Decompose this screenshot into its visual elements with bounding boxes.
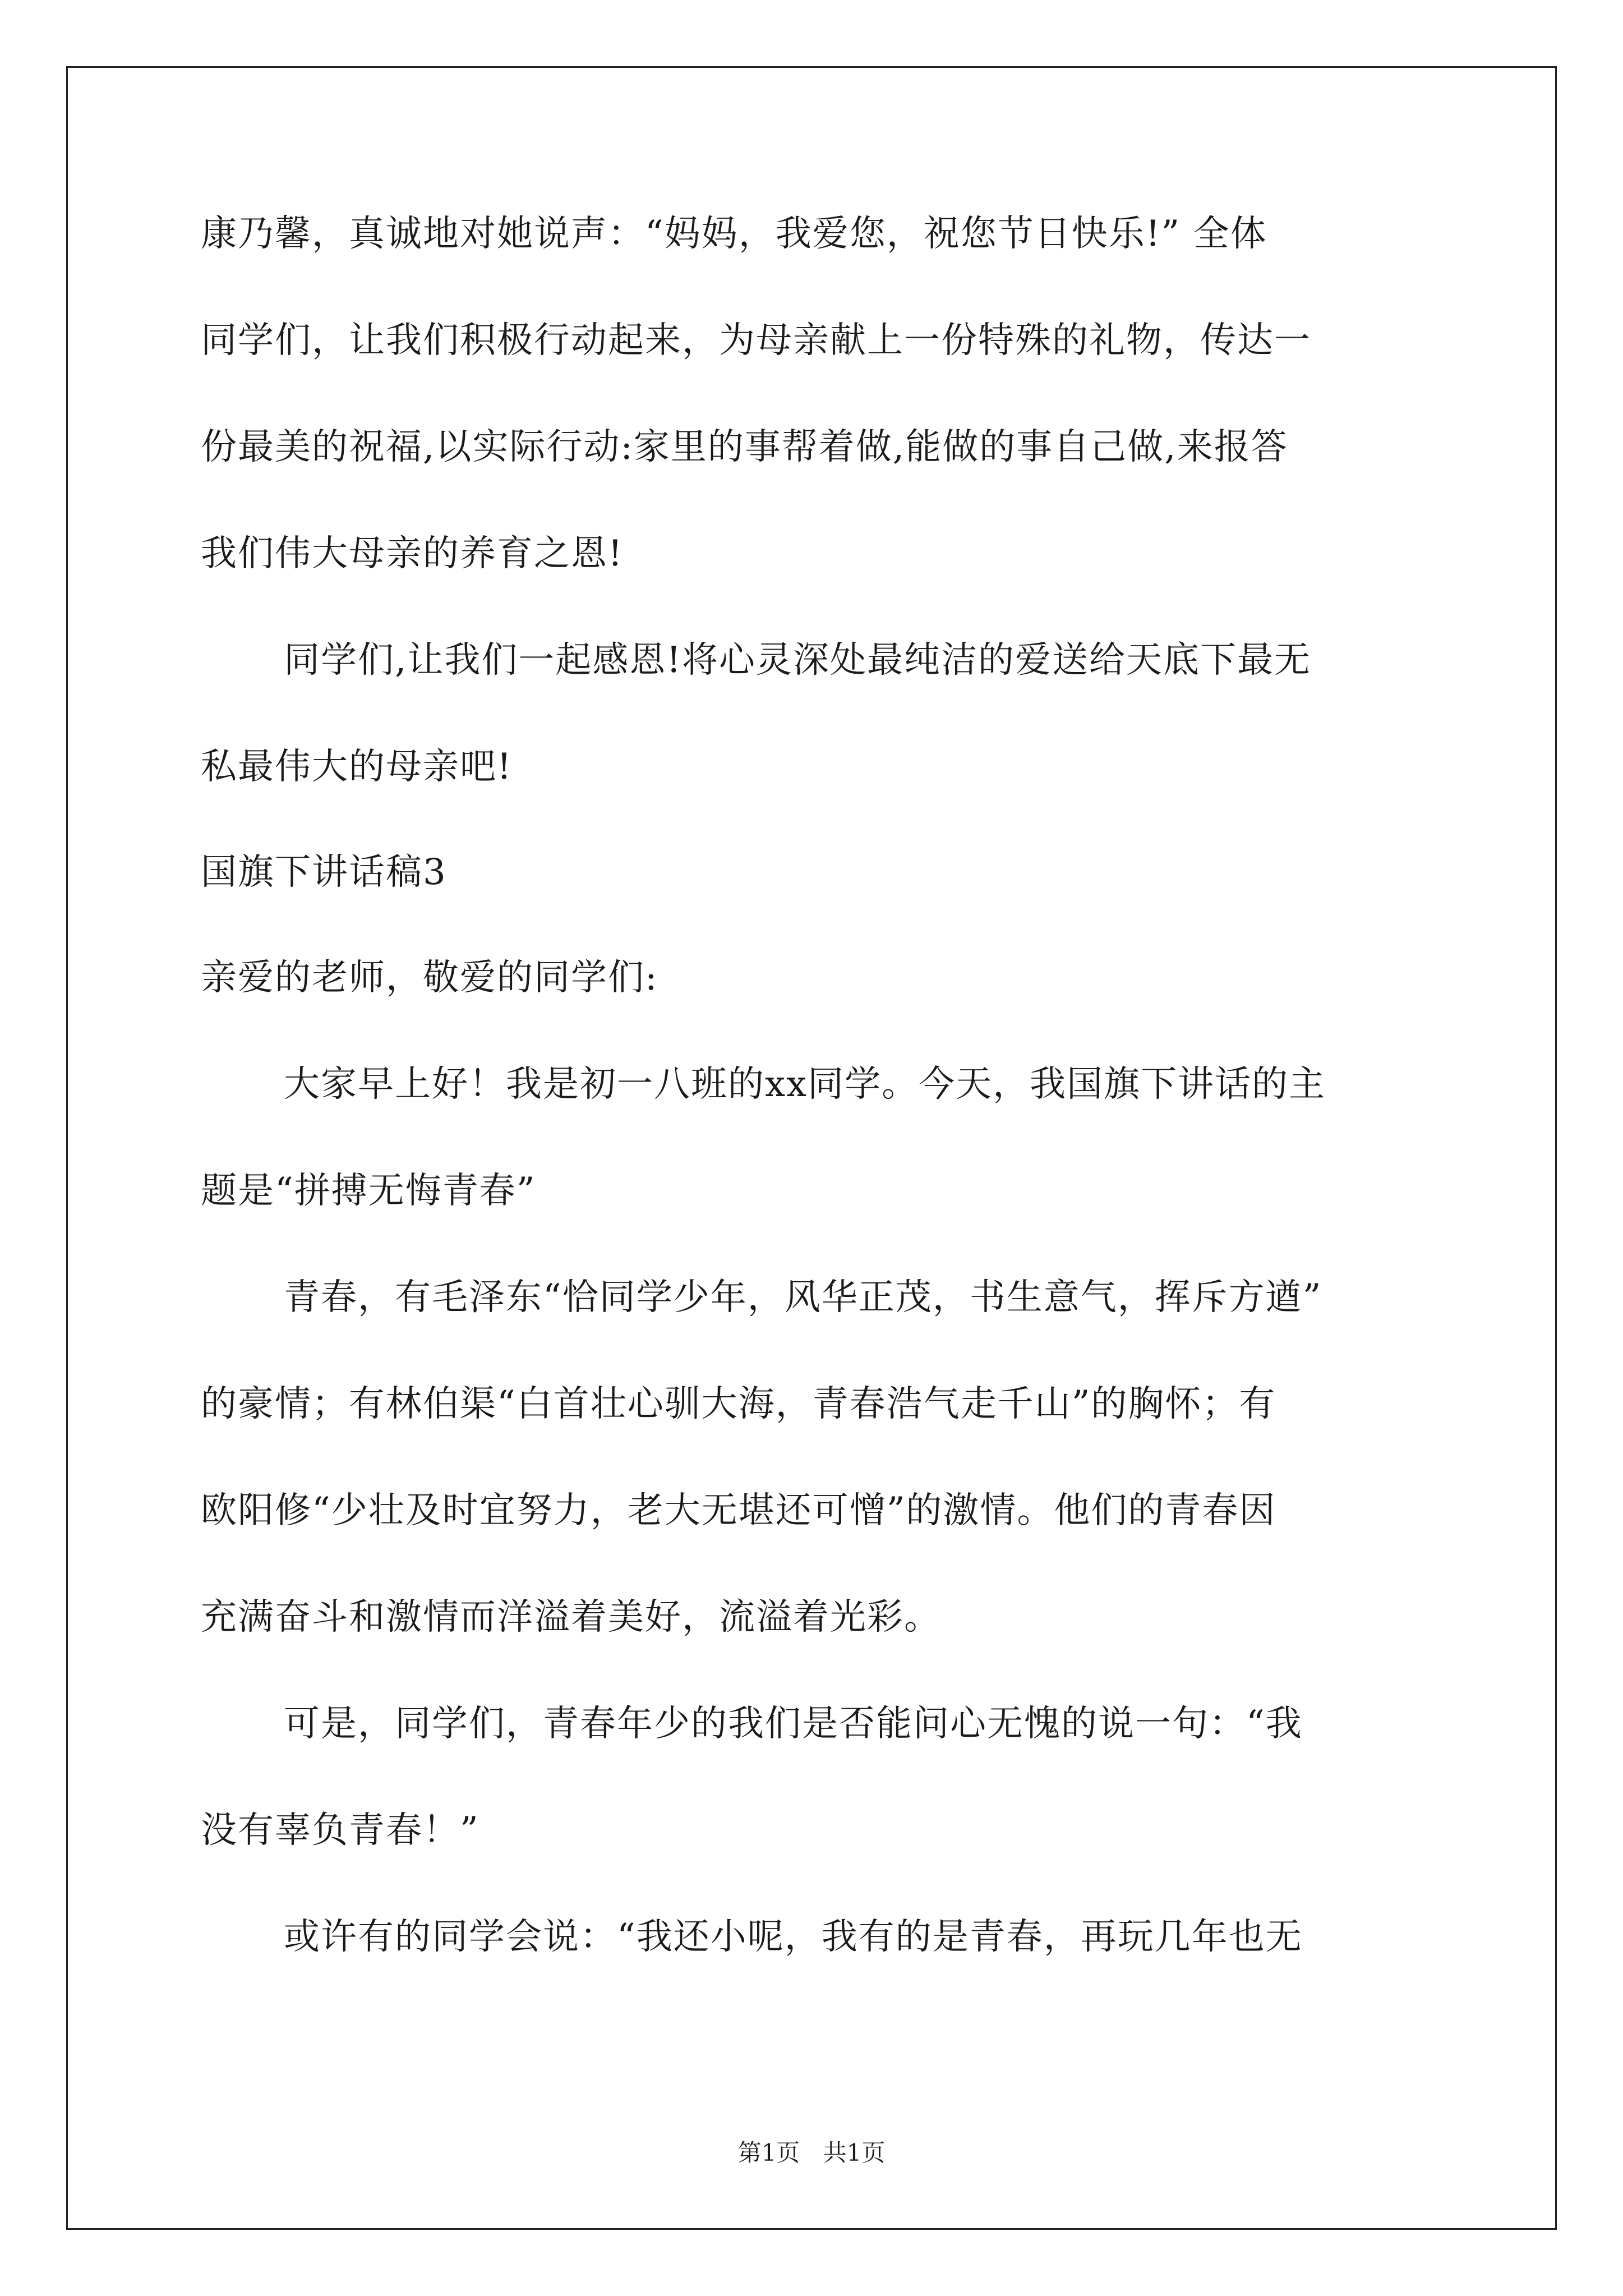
text-line: 私最伟大的母亲吧! [201,746,513,788]
text-line: 欧阳修“少壮及时宜努力，老大无堪还可憎”的激情。他们的青春因 [201,1490,1276,1531]
text-line: 同学们,让我们一起感恩!将心灵深处最纯洁的爱送给天底下最无 [284,639,1312,681]
salutation: 亲爱的老师，敬爱的同学们: [201,957,658,999]
text-line: 份最美的祝福,以实际行动:家里的事帮着做,能做的事自己做,来报答 [201,426,1288,468]
text-line: 大家早上好！我是初一八班的xx同学。今天，我国旗下讲话的主 [284,1064,1326,1105]
text-line: 没有辜负青春！” [201,1810,479,1851]
text-line: 康乃馨，真诚地对她说声：“妈妈，我爱您，祝您节日快乐!” 全体 [201,213,1267,255]
page-border [66,66,1557,2230]
text-line: 同学们，让我们积极行动起来，为母亲献上一份特殊的礼物，传达一 [201,320,1311,361]
text-line: 或许有的同学会说：“我还小呢，我有的是青春，再玩几年也无 [284,1916,1303,1958]
page-total: 共1页 [823,2139,886,2166]
text-line: 充满奋斗和激情而洋溢着美好，流溢着光彩。 [201,1596,941,1638]
section-heading: 国旗下讲话稿3 [201,852,447,893]
text-line: 我们伟大母亲的养育之恩! [201,533,624,574]
page-number: 第1页 [737,2139,800,2166]
text-line: 的豪情；有林伯渠“白首壮心驯大海，青春浩气走千山”的胸怀；有 [201,1383,1276,1425]
text-line: 青春，有毛泽东“恰同学少年，风华正茂，书生意气，挥斥方遒” [284,1277,1322,1318]
text-line: 可是，同学们，青春年少的我们是否能问心无愧的说一句：“我 [284,1703,1303,1745]
page-footer [0,2136,1623,2170]
text-line: 题是“拼搏无悔青春” [201,1170,536,1212]
